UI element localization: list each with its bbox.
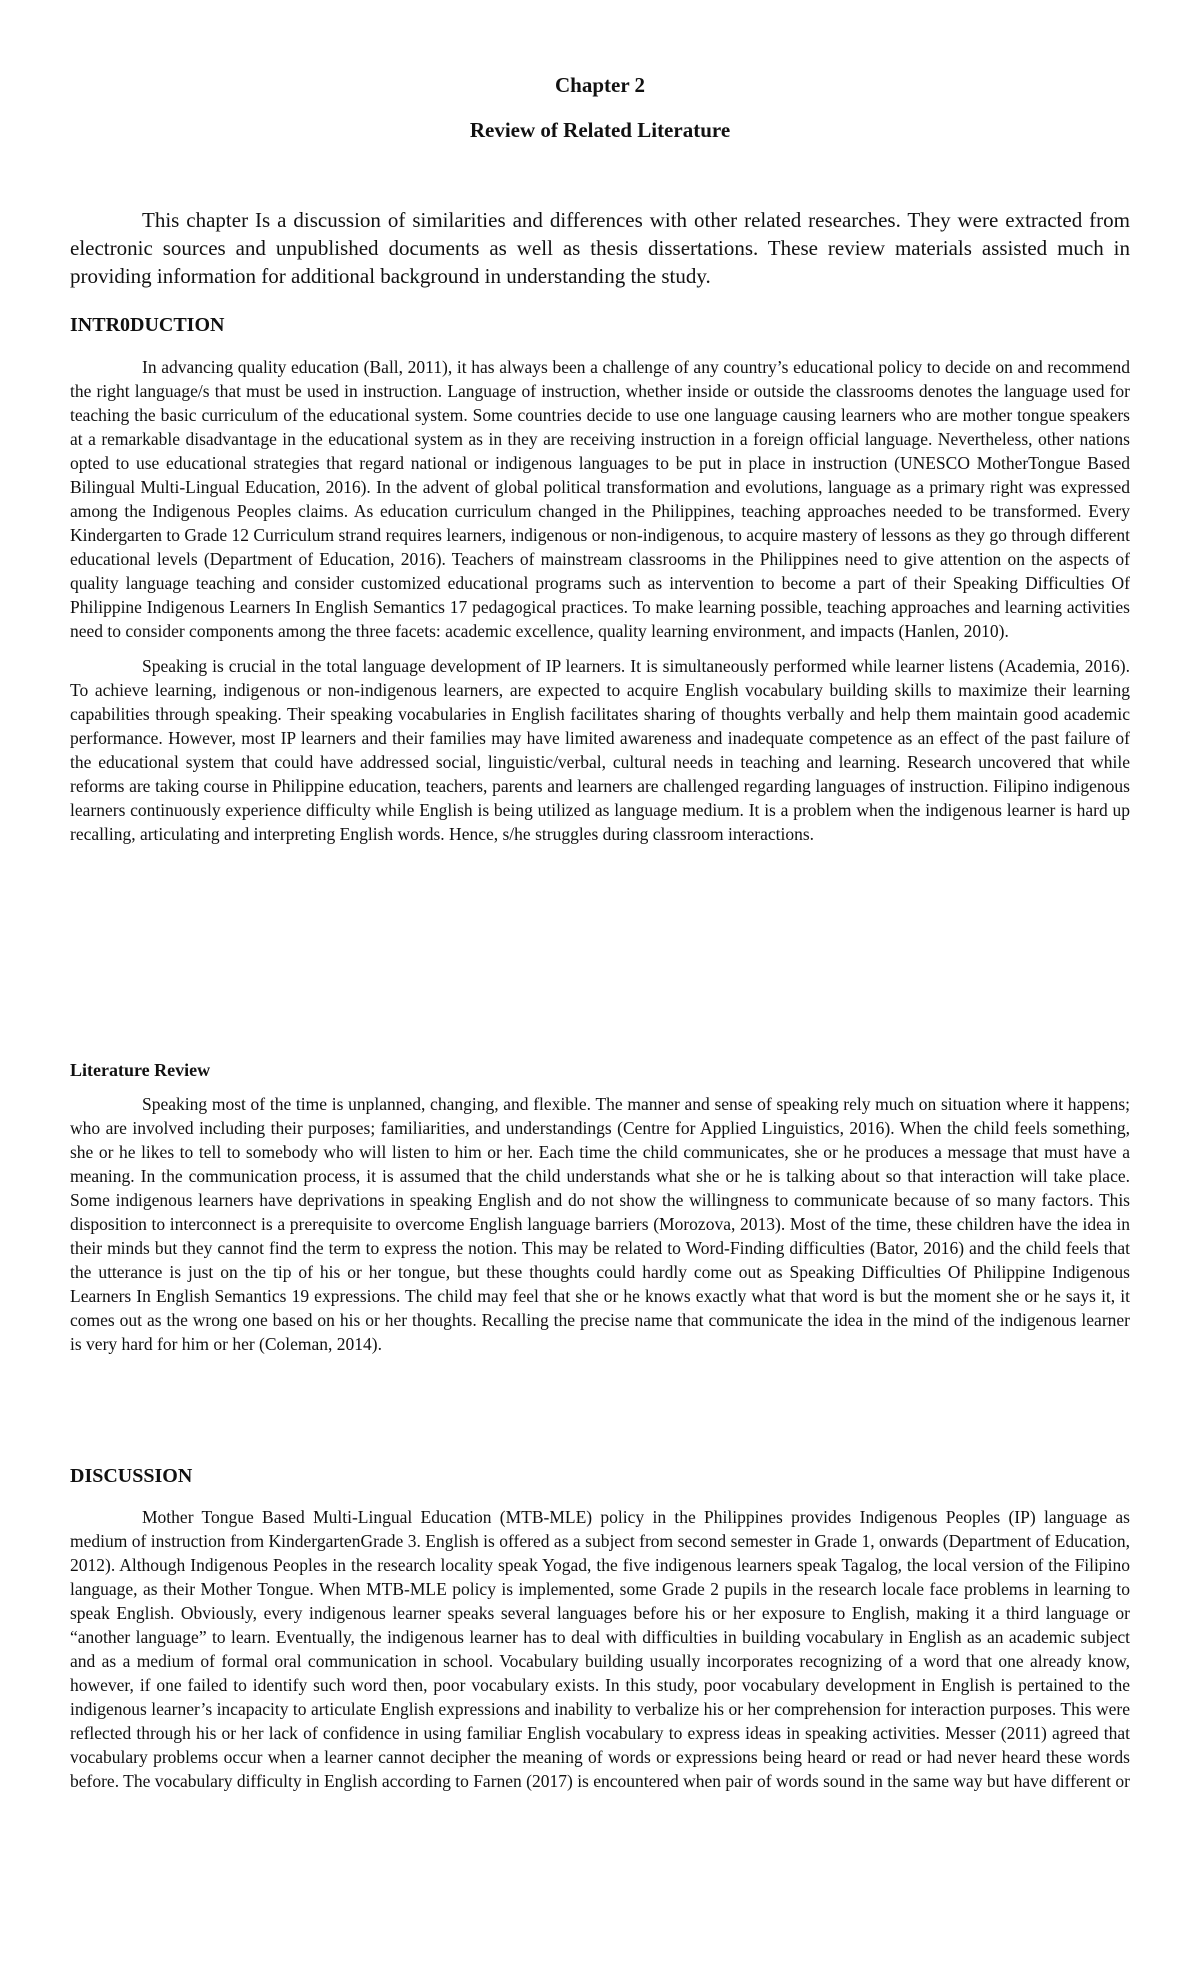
literature-review-paragraph-1: Speaking most of the time is unplanned, changing, and flexible. The manner and sense of speaking rely much on situation where it happens; who are involved including their purposes; familiarities, and understandings (Centre for Applied Linguistics, 2016). When the child feels something, she or he likes to tell to somebody who will listen to him or her. Each time the child communicates, she or he produces a message that must have a meaning. In the communication process, it is assumed that the child understands what she or he is talking about so that interaction will take place. Some indigenous learners have deprivations in speaking English and do not show the willingness to communicate because of so many factors. This disposition to interconnect is a prerequisite to overcome English language barriers (Morozova, 2013). Most of the time, these children have the idea in their minds but they cannot find the term to express the notion. This may be related to Word-Finding difficulties (Bator, 2016) and the child feels that the utterance is just on the tip of his or her tongue, but these thoughts could hardly come out as Speaking Difficulties Of Philippine Indigenous Learners In English Semantics 19 expressions. The child may feel that she or he knows exactly what that word is but the moment she or he says it, it comes out as the wrong one based on his or her thoughts. Recalling the precise name that communicate the idea in the mind of the indigenous learner is very hard for him or her (Coleman, 2014). — [70, 1094, 1130, 1354]
chapter-number: Chapter 2 — [554, 73, 646, 97]
discussion-paragraph-1: Mother Tongue Based Multi-Lingual Education (MTB-MLE) policy in the Philippines provides Indigenous Peoples (IP) language as medium of instruction from KindergartenGrade 3. English is offered as a subject from second semester in Grade 1, onwards (Department of Education, 2012). Although Indigenous Peoples in the research locality speak Yogad, the five indigenous learners speak Tagalog, the local version of the Filipino language, as their Mother Tongue. When MTB-MLE policy is implemented, some Grade 2 pupils in the research locale face problems in learning to speak English. Obviously, every indigenous learner speaks several languages before his or her exposure to English, making it a third language or “another language” to learn. Eventually, the indigenous learner has to deal with difficulties in building vocabulary in English as an academic subject and as a medium of formal oral communication in school. Vocabulary building usually incorporates recognizing of a word that one already know, however, if one failed to identify such word then, poor vocabulary exists. In this study, poor vocabulary development in English is pertained to the indigenous learner’s incapacity to articulate English expressions and inability to verbalize his or her comprehension for interaction purposes. This were reflected through his or her lack of confidence in using familiar English vocabulary to express ideas in speaking activities. Messer (2011) agreed that vocabulary problems occur when a learner cannot decipher the meaning of words or expressions being heard or read or had never heard these words before. The vocabulary difficulty in English according to Farnen (2017) is encountered when pair of words sound in the same way but have different or — [70, 1507, 1130, 1791]
introduction-heading: INTR0DUCTION — [70, 314, 225, 336]
discussion-body — [70, 1505, 1130, 1804]
intro-paragraph: This chapter Is a discussion of similarities and differences with other related researches. They were extracted from electronic sources and unpublished documents as well as thesis dissertations. These review materials assisted much in providing information for additional background in understanding the study. — [70, 208, 1130, 288]
introduction-body — [70, 355, 1130, 857]
introduction-paragraph-1: In advancing quality education (Ball, 2011), it has always been a challenge of any country’s educational policy to decide on and recommend the right language/s that must be used in instruction. Language of instruction, whether inside or outside the classrooms denotes the language used for teaching the basic curriculum of the educational system. Some countries decide to use one language causing learners who are mother tongue speakers at a remarkable disadvantage in the educational system as in they are receiving instruction in a foreign official language. Nevertheless, other nations opted to use educational strategies that regard national or indigenous languages to be put in place in instruction (UNESCO MotherTongue Based Bilingual Multi-Lingual Education, 2016). In the advent of global political transformation and evolutions, language as a primary right was expressed among the Indigenous Peoples claims. As education curriculum changed in the Philippines, teaching approaches needed to be transformed. Every Kindergarten to Grade 12 Curriculum strand requires learners, indigenous or non-indigenous, to acquire mastery of lessons as they go through different educational levels (Department of Education, 2016). Teachers of mainstream classrooms in the Philippines need to give attention on the aspects of quality language teaching and consider customized educational programs such as intervention to become a part of their Speaking Difficulties Of Philippine Indigenous Learners In English Semantics 17 pedagogical practices. To make learning possible, teaching approaches and learning activities need to consider components among the three facets: academic excellence, quality learning environment, and impacts (Hanlen, 2010). — [70, 357, 1130, 641]
literature-review-body — [70, 1092, 1130, 1367]
introduction-paragraph-2: Speaking is crucial in the total language development of IP learners. It is simultaneously performed while learner listens (Academia, 2016). To achieve learning, indigenous or non-indigenous learners, are expected to acquire English vocabulary building skills to maximize their learning capabilities through speaking. Their speaking vocabularies in English facilitates sharing of thoughts verbally and help them maintain good academic performance. However, most IP learners and their families may have limited awareness and inadequate competence as an effect of the past failure of the educational system that could have addressed social, linguistic/verbal, cultural needs in teaching and learning. Research uncovered that while reforms are taking course in Philippine education, teachers, parents and learners are challenged regarding languages of instruction. Filipino indigenous learners continuously experience difficulty while English is being utilized as language medium. It is a problem when the indigenous learner is hard up recalling, articulating and interpreting English words. Hence, s/he struggles during classroom interactions. — [70, 656, 1130, 844]
discussion-heading: DISCUSSION — [70, 1465, 193, 1487]
chapter-title: Review of Related Literature — [469, 118, 731, 142]
literature-review-heading: Literature Review — [70, 1060, 211, 1080]
